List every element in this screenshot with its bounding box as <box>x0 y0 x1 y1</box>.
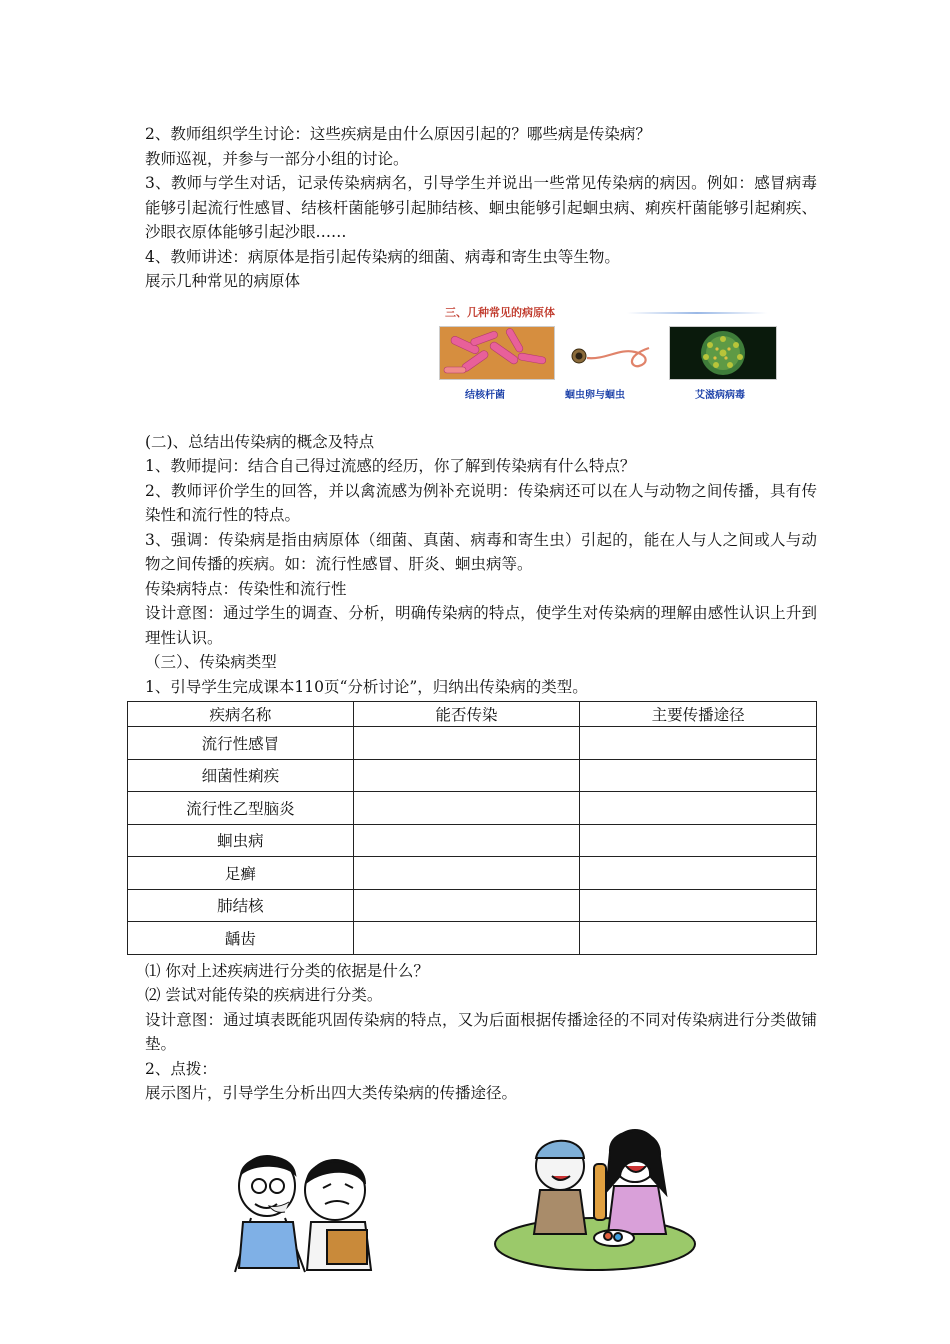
paragraph: 2、点拨： <box>145 1059 217 1078</box>
paragraph: 2、教师评价学生的回答，并以禽流感为例补充说明：传染病还可以在人与动物之间传播，具有传染性和流行性的特点。 <box>145 481 817 524</box>
disease-name-cell: 足癣 <box>128 857 354 890</box>
empty-cell <box>353 889 580 922</box>
disease-name-cell: 龋齿 <box>128 922 354 955</box>
table-row <box>128 889 817 922</box>
table-row <box>128 824 817 857</box>
document-page <box>145 122 817 1286</box>
disease-name-cell: 蛔虫病 <box>128 824 354 857</box>
caption-tuberculosis: 结核杆菌 <box>465 389 505 401</box>
empty-cell <box>353 792 580 825</box>
caption-roundworm: 蛔虫卵与蛔虫 <box>565 389 625 401</box>
table-row <box>128 922 817 955</box>
section-heading: （三）、传染病类型 <box>145 653 277 671</box>
empty-cell <box>353 922 580 955</box>
disease-name-cell: 流行性乙型脑炎 <box>128 792 354 825</box>
slide-title: 三、几种常见的病原体 <box>445 305 555 319</box>
table-header-row <box>128 702 817 727</box>
pathogen-figure <box>145 300 817 420</box>
paragraph: 3、教师与学生对话，记录传染病病名，引导学生并说出一些常见传染病的病因。例如：感冒病毒能够引起流行性感冒、结核杆菌能够引起肺结核、蛔虫能够引起蛔虫病、痢疾杆菌能够引起痢疾、沙眼衣原体能够引起沙眼…… <box>145 174 817 241</box>
roundworm-image <box>565 326 655 378</box>
paragraph: 3、强调：传染病是指由病原体（细菌、真菌、病毒和寄生虫）引起的，能在人与人之间或人与动物之间传播的疾病。如：流行性感冒、肝炎、蛔虫病等。 <box>145 530 817 573</box>
empty-cell <box>353 759 580 792</box>
paragraph: 4、教师讲述：病原体是指引起传染病的细菌、病毒和寄生虫等生物。 <box>145 247 620 266</box>
slide-divider <box>627 312 767 314</box>
paragraph: ⑵ 尝试对能传染的疾病进行分类。 <box>145 986 383 1004</box>
paragraph: 展示几种常见的病原体 <box>145 272 301 290</box>
paragraph: 设计意图：通过学生的调查、分析，明确传染病的特点，使学生对传染病的理解由感性认识上升到理性认识。 <box>145 604 817 647</box>
tuberculosis-bacteria-image <box>439 326 555 380</box>
empty-cell <box>353 857 580 890</box>
paragraph: 教师巡视，并参与一部分小组的讨论。 <box>145 149 409 168</box>
transmission-illustrations <box>145 1116 817 1286</box>
column-header: 主要传播途径 <box>580 702 817 727</box>
paragraph: 1、教师提问：结合自己得过流感的经历，你了解到传染病有什么特点？ <box>145 457 636 475</box>
paragraph: 2、教师组织学生讨论：这些疾病是由什么原因引起的？哪些病是传染病？ <box>145 125 651 143</box>
empty-cell <box>580 922 817 955</box>
empty-cell <box>580 727 817 760</box>
empty-cell <box>353 727 580 760</box>
table-row <box>128 759 817 792</box>
disease-name-cell: 细菌性痢疾 <box>128 759 354 792</box>
table-row <box>128 857 817 890</box>
empty-cell <box>580 857 817 890</box>
paragraph: 展示图片，引导学生分析出四大类传染病的传播途径。 <box>145 1084 518 1102</box>
empty-cell <box>580 824 817 857</box>
column-header: 能否传染 <box>353 702 580 727</box>
paragraph: 1、引导学生完成课本110页“分析讨论”，归纳出传染病的类型。 <box>145 677 588 696</box>
pathogen-slide <box>437 304 777 416</box>
coughing-children-illustration <box>215 1138 395 1278</box>
empty-cell <box>580 792 817 825</box>
disease-name-cell: 肺结核 <box>128 889 354 922</box>
table-row <box>128 727 817 760</box>
paragraph: 传染病特点：传染性和流行性 <box>145 579 347 598</box>
empty-cell <box>353 824 580 857</box>
paragraph: ⑴ 你对上述疾病进行分类的依据是什么？ <box>145 961 429 980</box>
table-row <box>128 792 817 825</box>
column-header: 疾病名称 <box>128 702 354 727</box>
caption-hiv: 艾滋病病毒 <box>695 389 745 401</box>
section-heading: (二)、总结出传染病的概念及特点 <box>145 432 375 451</box>
disease-table <box>127 701 817 955</box>
hiv-virus-image <box>669 326 777 380</box>
paragraph: 设计意图：通过填表既能巩固传染病的特点，又为后面根据传播途径的不同对传染病进行分类做铺垫。 <box>145 1010 817 1053</box>
disease-name-cell: 流行性感冒 <box>128 727 354 760</box>
eating-children-illustration <box>490 1116 700 1276</box>
empty-cell <box>580 889 817 922</box>
empty-cell <box>580 759 817 792</box>
